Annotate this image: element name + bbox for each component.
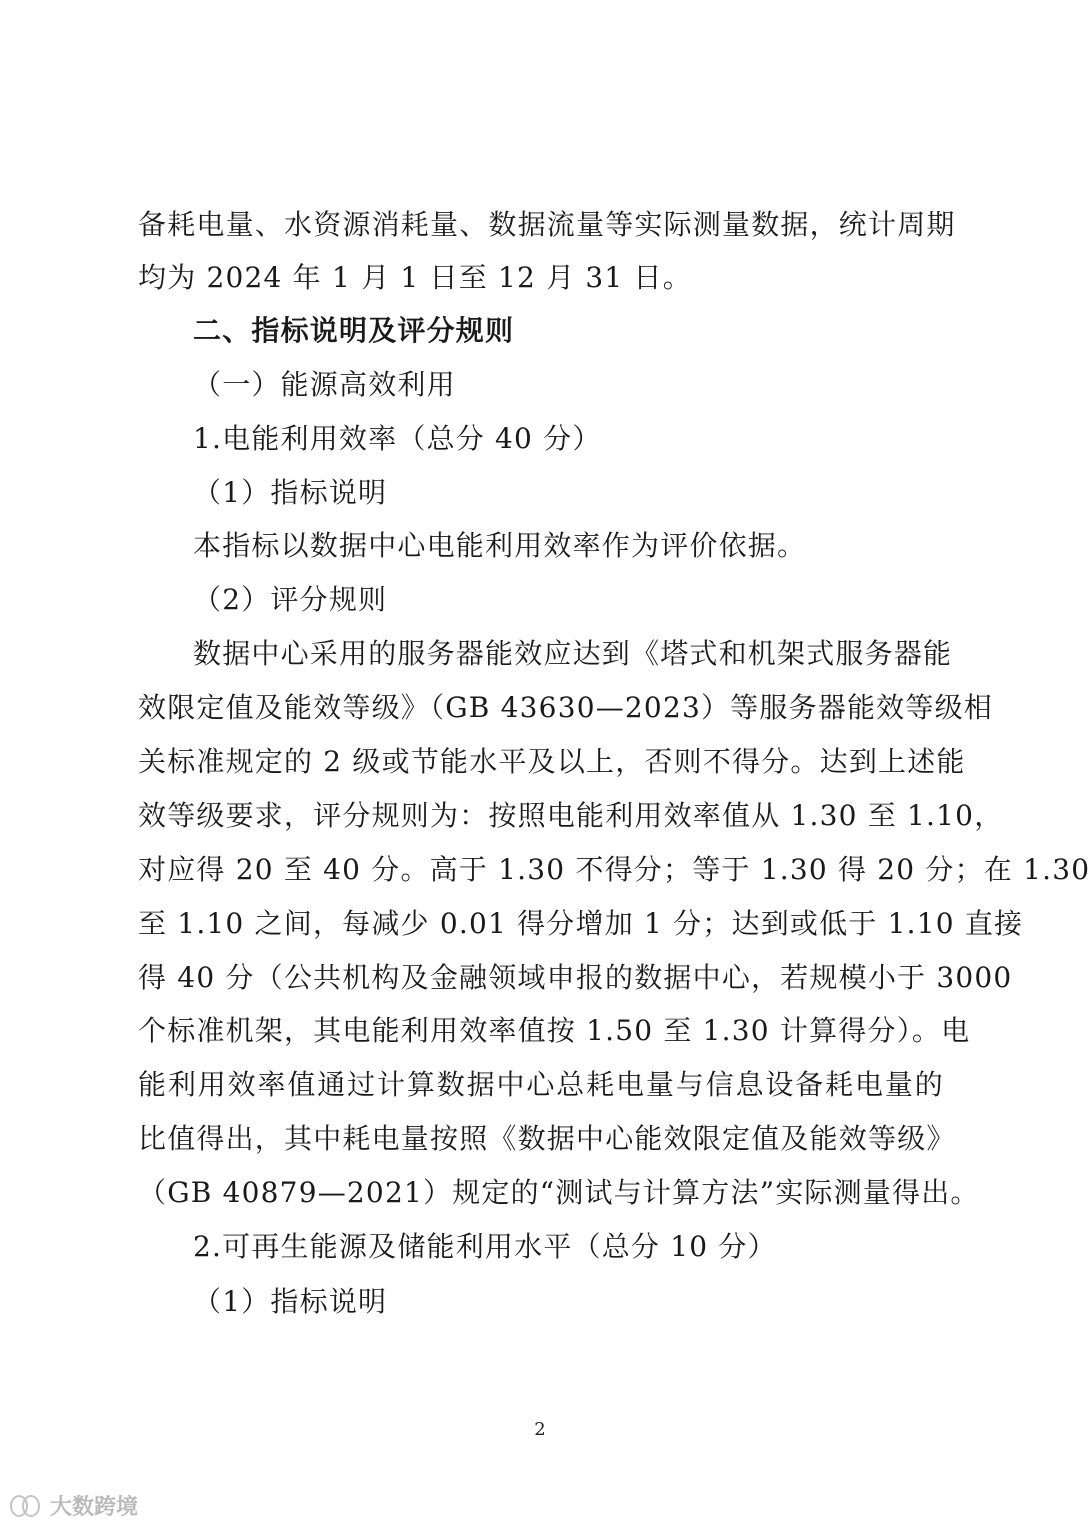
body-text-line: 关标准规定的 2 级或节能水平及以上，否则不得分。达到上述能 — [138, 745, 966, 778]
item-heading: 1.电能利用效率（总分 40 分） — [193, 422, 602, 455]
body-text-line: 至 1.10 之间，每减少 0.01 得分增加 1 分；达到或低于 1.10 直接 — [138, 907, 1024, 940]
body-text-line: 能利用效率值通过计算数据中心总耗电量与信息设备耗电量的 — [138, 1068, 944, 1101]
page-number: 2 — [534, 1419, 546, 1440]
item-subheading: （1）指标说明 — [193, 476, 388, 509]
body-text-line: 均为 2024 年 1 月 1 日至 12 月 31 日。 — [138, 261, 692, 294]
section-heading: 二、指标说明及评分规则 — [193, 314, 515, 347]
watermark-text: 大数跨境 — [50, 1494, 139, 1520]
body-text-line: 数据中心采用的服务器能效应达到《塔式和机架式服务器能 — [193, 637, 953, 670]
body-text-line: 效等级要求，评分规则为：按照电能利用效率值从 1.30 至 1.10， — [138, 799, 1004, 832]
body-text-line: 比值得出，其中耗电量按照《数据中心能效限定值及能效等级》 — [138, 1122, 956, 1155]
watermark-logo-icon — [10, 1493, 44, 1517]
subsection-heading: （一）能源高效利用 — [193, 368, 456, 401]
item-subheading: （1）指标说明 — [193, 1285, 388, 1318]
body-text-line: 效限定值及能效等级》（GB 43630—2023）等服务器能效等级相 — [138, 691, 993, 724]
body-text-line: 本指标以数据中心电能利用效率作为评价依据。 — [193, 529, 807, 562]
item-subheading: （2）评分规则 — [193, 583, 388, 616]
body-text-line: 个标准机架，其电能利用效率值按 1.50 至 1.30 计算得分）。电 — [138, 1014, 971, 1047]
item-heading: 2.可再生能源及储能利用水平（总分 10 分） — [193, 1230, 777, 1263]
watermark — [10, 1490, 138, 1520]
body-text-line: 对应得 20 至 40 分。高于 1.30 不得分；等于 1.30 得 20 分；在 1.30 — [138, 853, 1090, 886]
body-text-line: 得 40 分（公共机构及金融领域申报的数据中心，若规模小于 3000 — [138, 961, 1013, 994]
body-text-line: 备耗电量、水资源消耗量、数据流量等实际测量数据，统计周期 — [138, 208, 956, 241]
body-text-line: （GB 40879—2021）规定的“测试与计算方法”实际测量得出。 — [138, 1176, 980, 1209]
